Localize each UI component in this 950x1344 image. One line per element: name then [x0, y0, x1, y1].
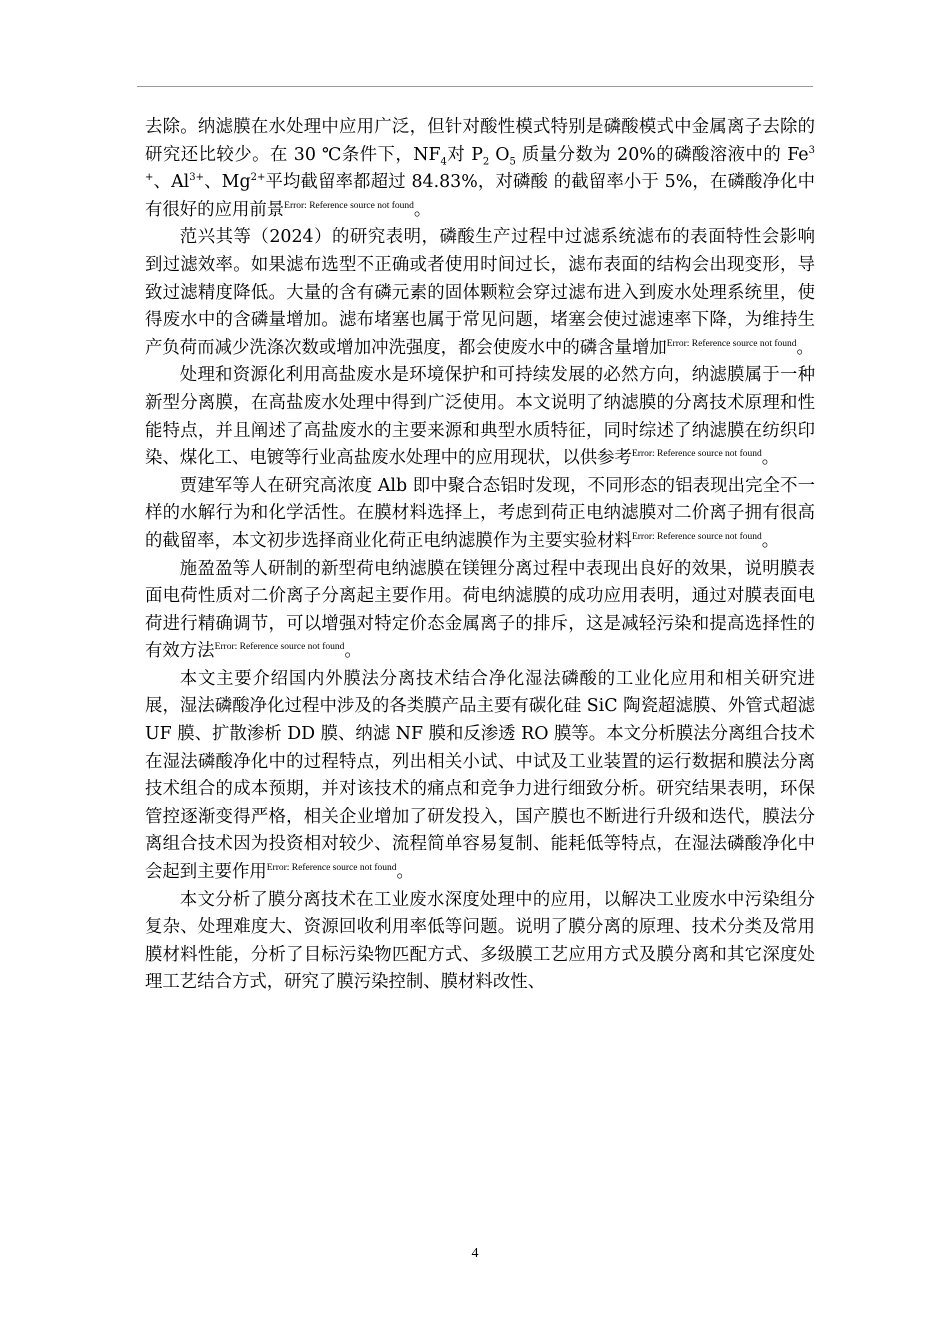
text-run: 本文分析了膜分离技术在工业废水深度处理中的应用，以解决工业废水中污染组分复杂、处理难度大、资源回收利用率低等问题。说明了膜分离的原理、技术分类及常用膜材料性能，分析了目标污染物匹配方式、多级膜工艺应用方式及膜分离和其它深度处理工艺结合方式，研究了膜污染控制、膜材料改性、	[145, 889, 815, 993]
paragraph	[145, 666, 815, 887]
formula-sub: 4	[440, 156, 447, 168]
text-run: 去除。纳滤膜在水处理中应用广泛，但针对酸性模式特别是磷酸模式中金属离子去除的研究还比较少。在 30 ℃条件下，NF	[145, 117, 815, 165]
text-run: 、Mg	[203, 172, 251, 193]
page-number: 4	[471, 1246, 479, 1261]
text-run: 范兴其等（2024）的研究表明，磷酸生产过程中过滤系统滤布的表面特性会影响到过滤效率。如果滤布选型不正确或者使用时间过长，滤布表面的结构会出现变形，导致过滤精度降低。大量的含有磷元素的固体颗粒会穿过滤布进入到废水处理系统里，使得废水中的含磷量增加。滤布堵塞也属于常见问题，堵塞会使过滤速率下降，为维持生产负荷而减少洗涤次数或增加冲洗强度，都会使废水中的磷含量增加	[145, 227, 815, 358]
paragraph	[145, 224, 815, 362]
text-run: 。	[344, 641, 362, 662]
text-run: 。	[396, 862, 414, 883]
formula-sup: 3+	[145, 144, 815, 184]
text-run: 平均截留率都超过 84.83%，对磷酸 的截留率小于 5%，在磷酸净化中有很好的应用前景	[145, 172, 815, 220]
reference-error-field: Error: Reference source not found	[631, 532, 762, 543]
paragraph	[145, 473, 815, 556]
text-run: 。	[413, 199, 432, 220]
formula-sup: 3+	[189, 172, 204, 184]
paragraph	[145, 887, 815, 997]
paragraph	[145, 362, 815, 472]
text-run: O	[489, 144, 510, 165]
text-run: 对 P	[446, 144, 483, 165]
text-run: 处理和资源化利用高盐废水是环境保护和可持续发展的必然方向，纳滤膜属于一种新型分离膜，在高盐废水处理中得到广泛使用。本文说明了纳滤膜的分离技术原理和性能特点，并且阐述了高盐废水的主要来源和典型水质特征，同时综述了纳滤膜在纺织印染、煤化工、电镀等行业高盐废水处理中的应用现状，以供参考	[145, 365, 815, 469]
text-run: 贾建军等人在研究高浓度 Alb 即中聚合态铝时发现，不同形态的铝表现出完全不一样的水解行为和化学活性。在膜材料选择上，考虑到荷正电纳滤膜对二价离子拥有很高的截留率，本文初步选择商业化荷正电纳滤膜作为主要实验材料	[145, 475, 815, 551]
reference-error-field: Error: Reference source not found	[666, 338, 797, 349]
paragraph	[145, 556, 815, 666]
text-run: 本文主要介绍国内外膜法分离技术结合净化湿法磷酸的工业化应用和相关研究进展，湿法磷酸净化过程中涉及的各类膜产品主要有碳化硅 SiC 陶瓷超滤膜、外管式超滤 UF 膜、扩散渗析 DD 膜、纳滤 NF 膜和反渗透 RO 膜等。本文分析膜法分离组合技术在湿法磷酸净化中的过程特点，列出相关小试、中试及工业装置的运行数据和膜法分离技术组合的成本预期，并对该技术的痛点和竞争力进行细致分析。研究结果表明，环保管控逐渐变得严格，相关企业增加了研发投入，国产膜也不断进行升级和迭代，膜法分离组合技术因为投资相对较少、流程简单容易复制、能耗低等特点，在湿法磷酸净化中会起到主要作用	[145, 668, 815, 883]
text-run: 。	[761, 448, 780, 469]
formula-sub: 2	[482, 156, 490, 168]
text-run: 施盈盈等人研制的新型荷电纳滤膜在镁锂分离过程中表现出良好的效果，说明膜表面电荷性质对二价离子分离起主要作用。荷电纳滤膜的成功应用表明，通过对膜表面电荷进行精确调节，可以增强对特定价态金属离子的排斥，这是减轻污染和提高选择性的有效方法	[145, 558, 815, 662]
reference-error-field: Error: Reference source not found	[631, 449, 762, 460]
text-run: 。	[761, 530, 780, 551]
text-run: 质量分数为 20%的磷酸溶液中的 Fe	[515, 144, 809, 165]
document-body	[145, 114, 815, 997]
text-run: 。	[796, 337, 814, 358]
reference-error-field: Error: Reference source not found	[214, 642, 345, 653]
paragraph	[145, 114, 815, 224]
formula-sup: 2+	[250, 172, 266, 184]
header-rule	[137, 86, 813, 87]
formula-sub: 5	[509, 156, 516, 168]
reference-error-field: Error: Reference source not found	[284, 200, 414, 211]
text-run: 、Al	[153, 172, 190, 193]
reference-error-field: Error: Reference source not found	[266, 863, 397, 874]
